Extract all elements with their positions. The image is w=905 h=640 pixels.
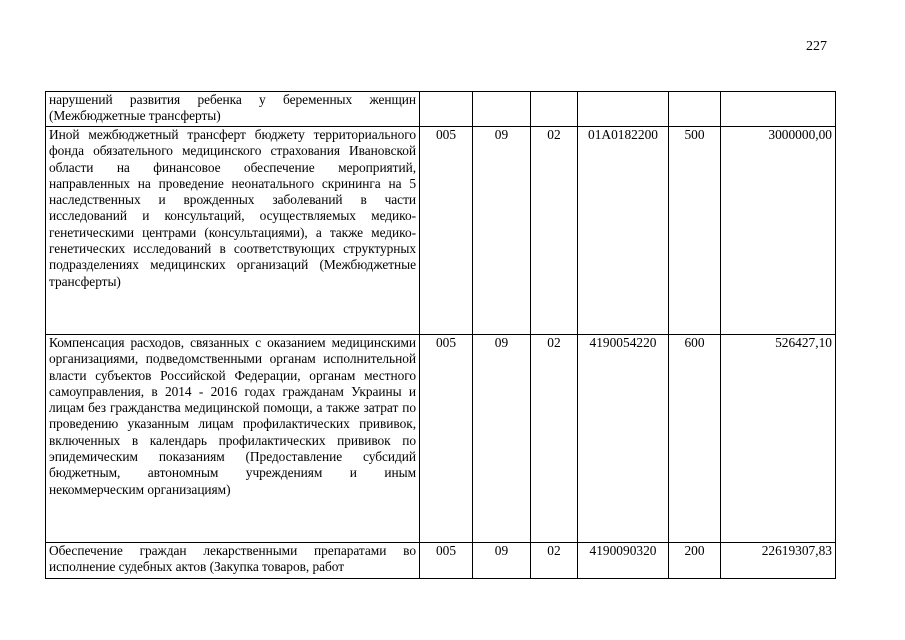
target-article-code [578, 92, 669, 127]
table-row [46, 335, 836, 543]
amount-value: 22619307,83 [721, 543, 836, 579]
amount-value: 3000000,00 [721, 127, 836, 335]
section-code [473, 92, 531, 127]
table-row [46, 127, 836, 335]
row-description: Обеспечение граждан лекарственными препаратами во исполнение судебных актов (Закупка товаров, работ [46, 543, 420, 579]
ministry-code [420, 92, 473, 127]
row-description: Компенсация расходов, связанных с оказанием медицинскими организациями, подведомственными органам исполнительной власти субъектов Российской Федерации, органам местного самоуправления, в 2014 - 2016 годах гражданам Украины и лицам без гражданства медицинской помощи, а также затрат по проведению указанным лицам профилактических прививок, включенных в календарь профилактических прививок по эпидемическим показаниям (Предоставление субсидий бюджетным, автономным учреждениям и иным некоммерческим организациям) [46, 335, 420, 543]
page-number: 227 [806, 39, 827, 54]
subsection-code [531, 92, 578, 127]
ministry-code: 005 [420, 543, 473, 579]
subsection-code: 02 [531, 543, 578, 579]
target-article-code: 4190054220 [578, 335, 669, 543]
ministry-code: 005 [420, 335, 473, 543]
row-description: нарушений развития ребенка у беременных женщин (Межбюджетные трансферты) [46, 92, 420, 127]
subsection-code: 02 [531, 127, 578, 335]
amount-value [721, 92, 836, 127]
subsection-code: 02 [531, 335, 578, 543]
row-description: Иной межбюджетный трансферт бюджету территориального фонда обязательного медицинского страхования Ивановской области на финансовое обеспечение мероприятий, направленных на проведение неонатального скрининга на 5 наследственных и врожденных заболеваний в части исследований и консультаций, осуществляемых медико-генетическими центрами (консультациями), а также медико-генетических исследований в соответствующих структурных подразделениях медицинских организаций (Межбюджетные трансферты) [46, 127, 420, 335]
ministry-code: 005 [420, 127, 473, 335]
section-code: 09 [473, 127, 531, 335]
section-code: 09 [473, 543, 531, 579]
table-row [46, 543, 836, 579]
expense-type-code: 500 [669, 127, 721, 335]
target-article-code: 4190090320 [578, 543, 669, 579]
expense-type-code: 600 [669, 335, 721, 543]
target-article-code: 01А0182200 [578, 127, 669, 335]
section-code: 09 [473, 335, 531, 543]
table-row [46, 92, 836, 127]
expense-type-code [669, 92, 721, 127]
budget-table [45, 91, 836, 579]
amount-value: 526427,10 [721, 335, 836, 543]
expense-type-code: 200 [669, 543, 721, 579]
